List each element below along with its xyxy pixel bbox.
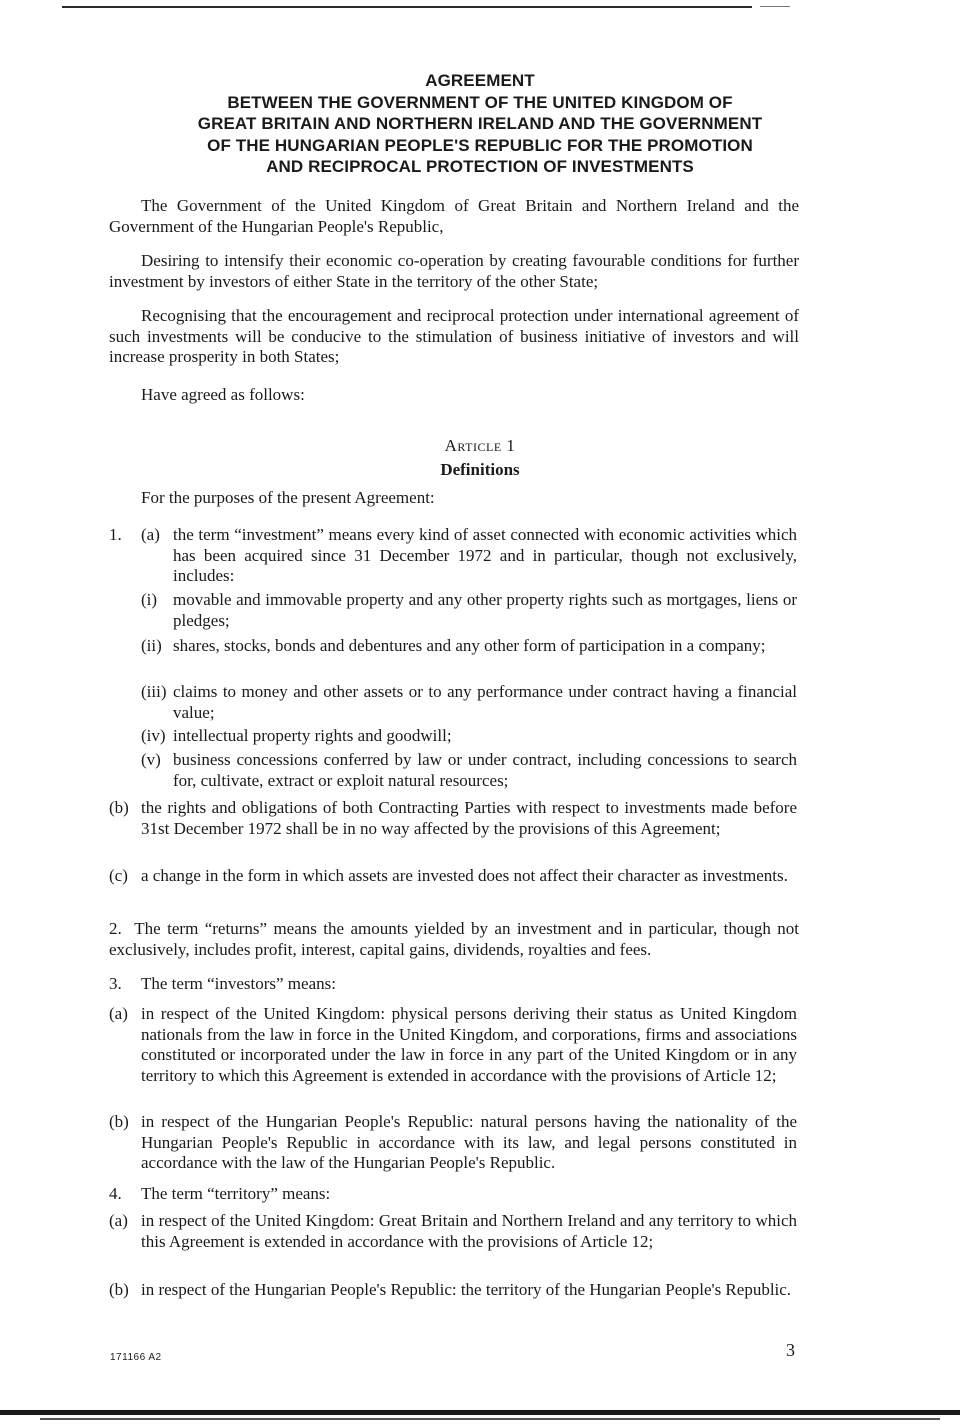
- subitem-text: intellectual property rights and goodwill;: [173, 726, 452, 745]
- para2-text: The term “returns” means the amounts yielded by an investment and in particular, though not exclusively, includes profit, interest, capital gains, dividends, royalties and fees.: [109, 919, 799, 959]
- title-line: AGREEMENT: [425, 71, 535, 90]
- title-line: BETWEEN THE GOVERNMENT OF THE UNITED KINGDOM OF: [227, 92, 733, 112]
- article-subheading: Definitions: [440, 460, 520, 479]
- subitem-label: (v): [141, 750, 161, 769]
- para3-intro: The term “investors” means:: [141, 974, 336, 993]
- subitem-label: (iii): [141, 682, 167, 701]
- para3-number: 3.: [109, 974, 122, 993]
- document-title: [100, 70, 860, 178]
- subitem-label: (iv): [141, 726, 166, 745]
- title-line: GREAT BRITAIN AND NORTHERN IRELAND AND THE GOVERNMENT: [197, 114, 763, 133]
- top-rule: [62, 6, 752, 8]
- preamble-parties: The Government of the United Kingdom of Great Britain and Northern Ireland and the Government of the Hungarian People's Republic,: [109, 196, 799, 236]
- para1-a-label: (a): [141, 525, 160, 544]
- subitem-text: claims to money and other assets or to any performance under contract having a financial value;: [173, 682, 797, 722]
- para1-a-text: the term “investment” means every kind of asset connected with economic activities which has been acquired since 31 December 1972 and in particular, though not exclusively, includes:: [173, 525, 797, 585]
- title-line: OF THE HUNGARIAN PEOPLE'S REPUBLIC FOR THE PROMOTION: [207, 135, 753, 155]
- para1-number: 1.: [109, 525, 122, 544]
- para4-b-label: (b): [109, 1280, 129, 1299]
- page-number: 3: [786, 1340, 795, 1360]
- para4-number: 4.: [109, 1184, 122, 1203]
- subitem-text: movable and immovable property and any other property rights such as mortgages, liens or pledges;: [173, 590, 797, 630]
- para1-b-label: (b): [109, 798, 129, 817]
- bottom-rule-thin: [40, 1418, 940, 1420]
- para2-number: 2.: [109, 919, 122, 938]
- para1-c-text: a change in the form in which assets are invested does not affect their character as investments.: [141, 866, 788, 885]
- para3-b-label: (b): [109, 1112, 129, 1131]
- footer-code: 171166 A2: [110, 1352, 162, 1363]
- top-rule-fragment: [760, 6, 790, 7]
- para4-a-text: in respect of the United Kingdom: Great Britain and Northern Ireland and any territory to which this Agreement is extended in accordance with the provisions of Article 12;: [141, 1211, 797, 1251]
- subitem-text: business concessions conferred by law or under contract, including concessions to search for, cultivate, extract or exploit natural resources;: [173, 750, 797, 790]
- para4-b-text: in respect of the Hungarian People's Republic: the territory of the Hungarian People's Republic.: [141, 1280, 792, 1299]
- preamble-desiring: Desiring to intensify their economic co-operation by creating favourable conditions for further investment by investors of either State in the territory of the other State;: [109, 251, 799, 291]
- para1-c-label: (c): [109, 866, 128, 885]
- para4-intro: The term “territory” means:: [141, 1184, 331, 1203]
- preamble-agreed: Have agreed as follows:: [141, 385, 305, 404]
- para3-a-text: in respect of the United Kingdom: physical persons deriving their status as United Kingdom nationals from the law in force in the United Kingdom, and corporations, firms and associations constituted or incorporated under the law in force in any part of the United Kingdom or in any territory to which this Agreement is extended in accordance with the provisions of Article 12;: [141, 1004, 797, 1085]
- article-intro: For the purposes of the present Agreement:: [141, 488, 435, 507]
- bottom-rule: [0, 1410, 960, 1415]
- preamble-recognising: Recognising that the encouragement and reciprocal protection under international agreement of such investments will be conducive to the stimulation of business initiative of investors and will increase prosperity in both States;: [109, 306, 799, 366]
- subitem-label: (ii): [141, 636, 162, 655]
- article-heading: Article 1: [444, 436, 516, 455]
- para3-a-label: (a): [109, 1004, 128, 1023]
- para2: [109, 919, 799, 960]
- subitem-label: (i): [141, 590, 158, 609]
- para3-b-text: in respect of the Hungarian People's Republic: natural persons having the nationality of the Hungarian People's Republic in accordance with its law, and legal persons constituted in accordance with the law of the Hungarian People's Republic.: [141, 1112, 797, 1172]
- title-line: AND RECIPROCAL PROTECTION OF INVESTMENTS: [266, 157, 694, 176]
- subitem-text: shares, stocks, bonds and debentures and any other form of participation in a company;: [173, 636, 766, 655]
- para4-a-label: (a): [109, 1211, 128, 1230]
- para1-b-text: the rights and obligations of both Contracting Parties with respect to investments made before 31st December 1972 shall be in no way affected by the provisions of this Agreement;: [141, 798, 797, 838]
